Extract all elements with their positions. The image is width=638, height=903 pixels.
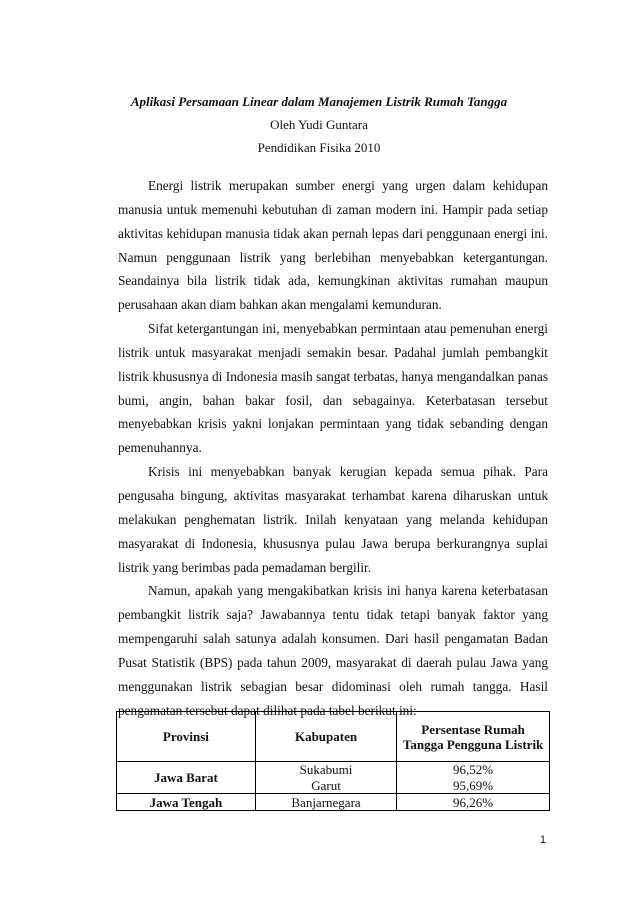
cell-percent: 95,69% [397, 778, 550, 794]
paragraph: Sifat ketergantungan ini, menyebabkan permintaan atau pemenuhan energi listrik untuk masyarakat menjadi semakin besar. Padahal jumlah pembangkit listrik khususnya di Indonesia masih sangat terbatas, hanya mengandalkan panas bumi, angin, bahan bakar fosil, dan sebagainya. Keterbatasan tersebut menyebabkan krisis yakni lonjakan permintaan yang tidak sebanding dengan pemenuhannya. [118, 321, 548, 456]
table-header-row [117, 712, 550, 762]
page-number: 1 [539, 834, 546, 846]
header-provinsi: Provinsi [117, 712, 256, 762]
paragraph: Namun, apakah yang mengakibatkan krisis ini hanya karena keterbatasan pembangkit listrik saja? Jawabannya tentu tidak tetapi banyak faktor yang mempengaruhi salah satunya adalah konsumen. Dari hasil pengamatan Badan Pusat Statistik (BPS) pada tahun 2009, masyarakat di daerah pulau Jawa yang menggunakan listrik sebagian besar didominasi oleh rumah tangga. Hasil pengamatan tersebut dapat dilihat pada tabel berikut ini: [118, 583, 548, 718]
paragraph: Energi listrik merupakan sumber energi yang urgen dalam kehidupan manusia untuk memenuhi kebutuhan di zaman modern ini. Hampir pada setiap aktivitas kehidupan manusia tidak akan pernah lepas dari penggunaan energi ini. Namun penggunaan listrik yang berlebihan menyebabkan ketergantungan. Seandainya bila listrik tidak ada, kemungkinan aktivitas rumahan maupun perusahaan akan diam bahkan akan mengalami kemunduran. [118, 178, 548, 313]
cell-kabupaten: Banjarnegara [255, 794, 396, 811]
table-row [117, 762, 550, 778]
paragraph: Krisis ini menyebabkan banyak kerugian kepada semua pihak. Para pengusaha bingung, aktivitas masyarakat terhambat karena diharuskan untuk melakukan penghematan listrik. Inilah kenyataan yang melanda kehidupan masyarakat di Indonesia, khususnya pulau Jawa berupa berkurangnya suplai listrik yang berimbas pada pemadaman bergilir. [118, 464, 548, 575]
author-line: Oleh Yudi Guntara [270, 117, 368, 132]
header-persentase: Persentase Rumah Tangga Pengguna Listrik [397, 712, 550, 762]
cell-percent: 96,52% [397, 762, 550, 778]
document-title: Aplikasi Persamaan Linear dalam Manajemen Listrik Rumah Tangga [130, 94, 508, 109]
electricity-usage-table [116, 711, 550, 811]
cell-kabupaten: Garut [255, 778, 396, 794]
cell-percent: 96,26% [397, 794, 550, 811]
cell-province: Jawa Barat [117, 762, 256, 794]
cell-province: Jawa Tengah [117, 794, 256, 811]
body-text [118, 174, 548, 722]
header-kabupaten: Kabupaten [255, 712, 396, 762]
department-line: Pendidikan Fisika 2010 [257, 140, 381, 155]
table-row [117, 794, 550, 811]
cell-kabupaten: Sukabumi [255, 762, 396, 778]
